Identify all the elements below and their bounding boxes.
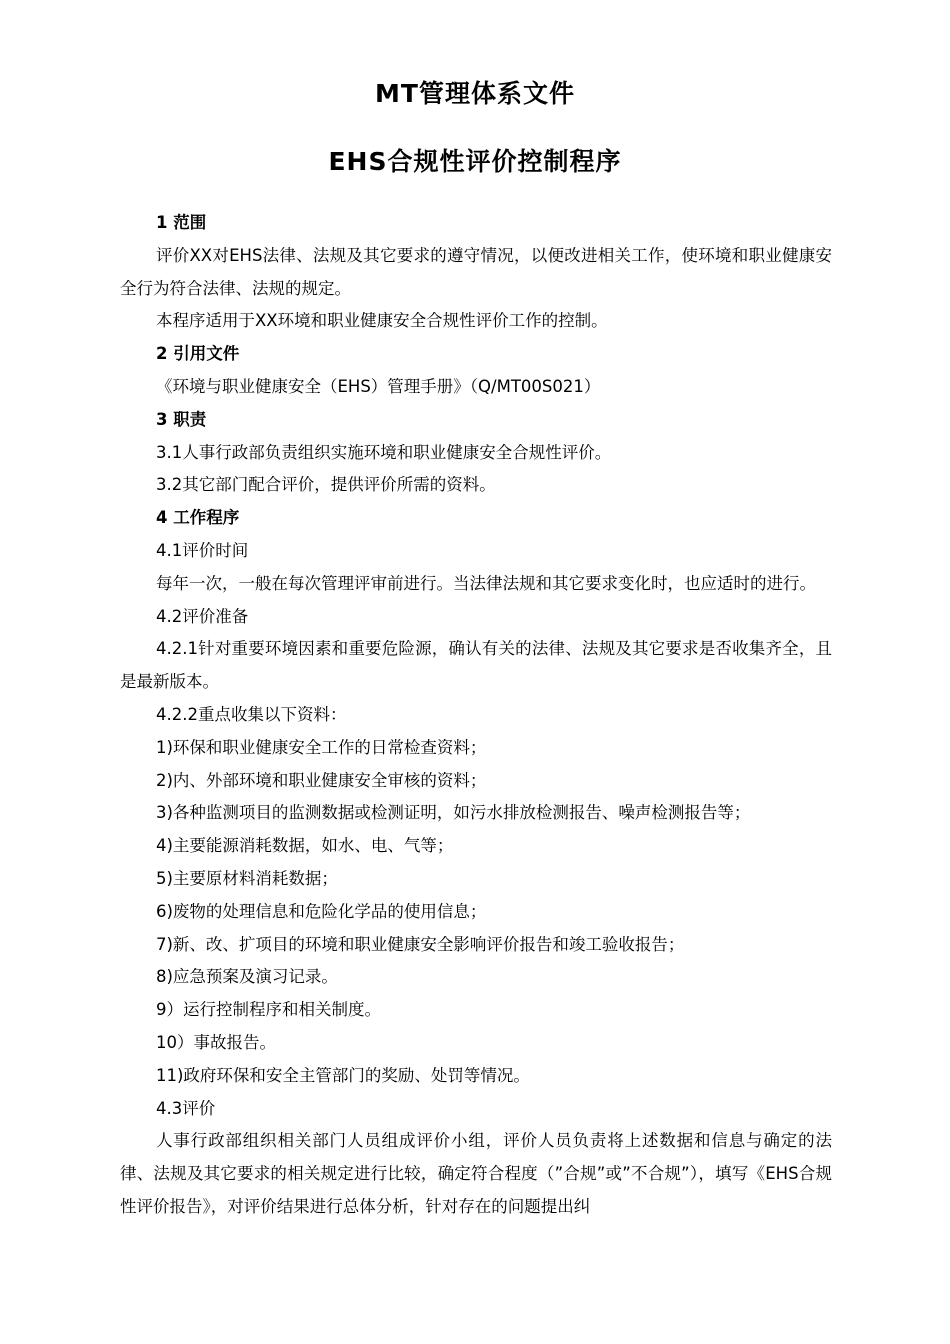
paragraph: 11)政府环保和安全主管部门的奖励、处罚等情况。	[156, 1065, 530, 1085]
paragraph: 3.2其它部门配合评价，提供评价所需的资料。	[156, 475, 496, 495]
paragraph: 9）运行控制程序和相关制度。	[156, 1000, 381, 1020]
paragraph: 本程序适用于XX环境和职业健康安全合规性评价工作的控制。	[156, 311, 608, 331]
paragraph: 评价XX对EHS法律、法规及其它要求的遵守情况，以便改进相关工作，使环境和职业健康安全行为符合法律、法规的规定。	[120, 245, 832, 298]
paragraph: 4.2.1针对重要环境因素和重要危险源，确认有关的法律、法规及其它要求是否收集齐全，且是最新版本。	[120, 639, 832, 692]
section-heading: 1 范围	[156, 213, 207, 232]
paragraph: 2)内、外部环境和职业健康安全审核的资料；	[156, 770, 487, 790]
paragraph: 每年一次，一般在每次管理评审前进行。当法律法规和其它要求变化时，也应适时的进行。	[156, 573, 816, 593]
paragraph: 4.2.2重点收集以下资料：	[156, 704, 347, 724]
document-title: MT管理体系文件	[375, 79, 575, 108]
paragraph: 4.1评价时间	[156, 540, 249, 560]
paragraph: 4.2评价准备	[156, 606, 249, 626]
paragraph: 《环境与职业健康安全（EHS）管理手册》（Q/MT00S021）	[156, 376, 601, 396]
section-heading: 4 工作程序	[156, 508, 240, 528]
paragraph: 人事行政部组织相关部门人员组成评价小组，评价人员负责将上述数据和信息与确定的法律、法规及其它要求的相关规定进行比较，确定符合程度（”合规”或”不合规”），填写《EHS合规性评价报告》，对评价结果进行总体分析，针对存在的问题提出纠	[120, 1131, 832, 1216]
paragraph: 10）事故报告。	[156, 1032, 276, 1052]
paragraph: 3.1人事行政部负责组织实施环境和职业健康安全合规性评价。	[156, 442, 612, 462]
section-heading: 3 职责	[156, 409, 207, 429]
paragraph: 3)各种监测项目的监测数据或检测证明，如污水排放检测报告、噪声检测报告等；	[156, 803, 751, 823]
procedure-title: EHS合规性评价控制程序	[328, 147, 622, 176]
document-body	[120, 207, 832, 1224]
paragraph: 1)环保和职业健康安全工作的日常检查资料；	[156, 737, 487, 757]
paragraph: 4)主要能源消耗数据，如水、电、气等；	[156, 836, 454, 856]
paragraph: 4.3评价	[156, 1098, 216, 1118]
paragraph: 5)主要原材料消耗数据；	[156, 868, 338, 888]
paragraph: 8)应急预案及演习记录。	[156, 967, 338, 987]
paragraph: 7)新、改、扩项目的环境和职业健康安全影响评价报告和竣工验收报告；	[156, 934, 685, 954]
paragraph: 6)废物的处理信息和危险化学品的使用信息；	[156, 901, 487, 921]
section-heading: 2 引用文件	[156, 344, 240, 364]
